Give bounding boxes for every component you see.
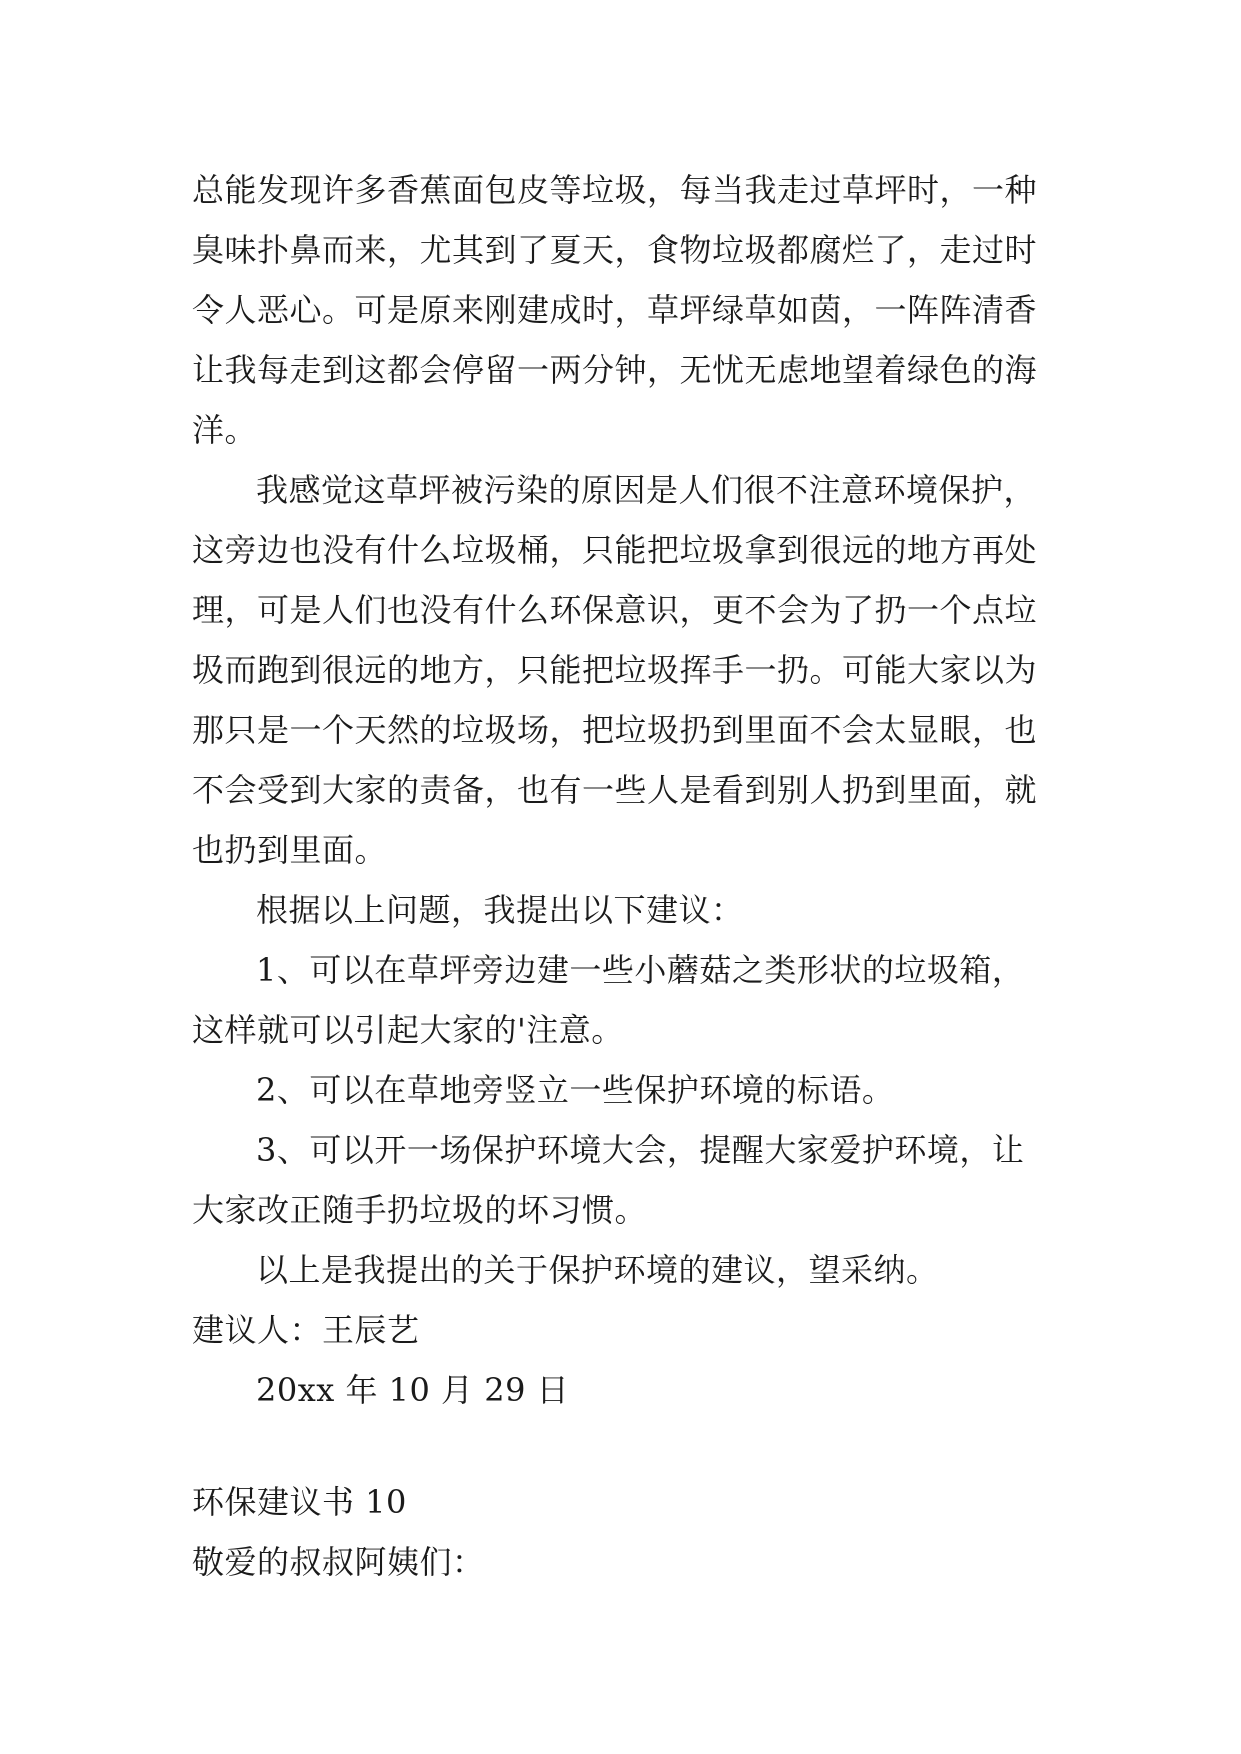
paragraph-pollution-cause	[192, 460, 1058, 880]
section-spacer	[192, 1420, 1058, 1472]
next-letter-title: 环保建议书 10	[192, 1483, 407, 1521]
suggestion-item-3	[192, 1120, 1058, 1240]
text-line: 也扔到里面。	[192, 831, 388, 869]
signature: 建议人：王辰艺	[192, 1311, 420, 1349]
text-line: 总能发现许多香蕉面包皮等垃圾，每当我走过草坪时，一种	[192, 171, 1038, 209]
text-line: 我感觉这草坪被污染的原因是人们很不注意环境保护，	[256, 471, 1037, 509]
next-letter-salutation: 敬爱的叔叔阿姨们：	[192, 1543, 485, 1581]
text-line: 令人恶心。可是原来刚建成时，草坪绿草如茵，一阵阵清香	[192, 291, 1038, 329]
paragraph-grass-pollution	[192, 160, 1058, 460]
suggestion-item-2: 2、可以在草地旁竖立一些保护环境的标语。	[256, 1071, 895, 1109]
text-line: 臭味扑鼻而来，尤其到了夏天，食物垃圾都腐烂了，走过时	[192, 231, 1038, 269]
suggestion-item-1	[192, 940, 1058, 1060]
text-line: 3、可以开一场保护环境大会，提醒大家爱护环境，让	[256, 1131, 1025, 1169]
text-line: 让我每走到这都会停留一两分钟，无忧无虑地望着绿色的海	[192, 351, 1038, 389]
text-line: 那只是一个天然的垃圾场，把垃圾扔到里面不会太显眼，也	[192, 711, 1038, 749]
text-line: 大家改正随手扔垃圾的坏习惯。	[192, 1191, 648, 1229]
text-line: 这旁边也没有什么垃圾桶，只能把垃圾拿到很远的地方再处	[192, 531, 1038, 569]
suggestions-intro: 根据以上问题，我提出以下建议：	[256, 891, 744, 929]
document-body	[192, 160, 1058, 1592]
text-line: 这样就可以引起大家的'注意。	[192, 1011, 624, 1049]
text-line: 洋。	[192, 411, 258, 449]
date: 20xx 年 10 月 29 日	[256, 1371, 570, 1409]
text-line: 圾而跑到很远的地方，只能把垃圾挥手一扔。可能大家以为	[192, 651, 1038, 689]
closing-sentence: 以上是我提出的关于保护环境的建议，望采纳。	[256, 1251, 939, 1289]
text-line: 理，可是人们也没有什么环保意识，更不会为了扔一个点垃	[192, 591, 1038, 629]
text-line: 不会受到大家的责备，也有一些人是看到别人扔到里面，就	[192, 771, 1038, 809]
text-line: 1、可以在草坪旁边建一些小蘑菇之类形状的垃圾箱，	[256, 951, 1025, 989]
